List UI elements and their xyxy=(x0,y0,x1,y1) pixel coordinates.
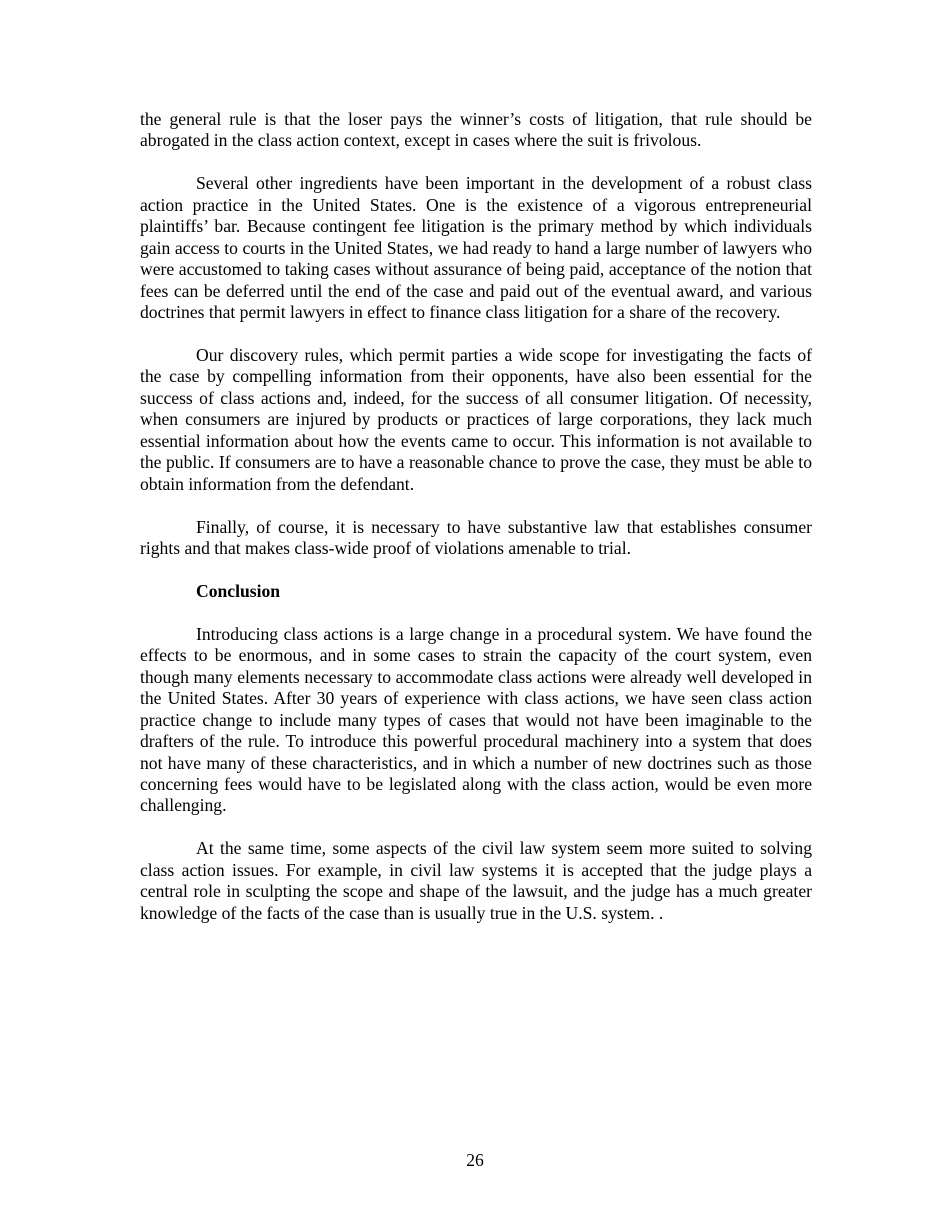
paragraph-discovery-rules: Our discovery rules, which permit parties a wide scope for investigating the facts of the case by compelling information from their opponents, have also been essential for the success of class actions and, indeed, for the success of all consumer litigation. Of necessity, when consumers are injured by products or practices of large corporations, they lack much essential information about how the events came to occur. This information is not available to the public. If consumers are to have a reasonable chance to prove the case, they must be able to obtain information from the defendant. xyxy=(140,344,812,494)
document-page xyxy=(140,109,812,924)
section-heading-conclusion: Conclusion xyxy=(196,580,281,601)
page-number: 26 xyxy=(466,1150,484,1170)
paragraph-continued: the general rule is that the loser pays the winner’s costs of litigation, that rule should be abrogated in the class action context, except in cases where the suit is frivolous. xyxy=(140,109,812,151)
paragraph-civil-law: At the same time, some aspects of the civil law system seem more suited to solving class action issues. For example, in civil law systems it is accepted that the judge plays a central role in sculpting the scope and shape of the lawsuit, and the judge has a much greater knowledge of the facts of the case than is usually true in the U.S. system. . xyxy=(140,838,812,923)
paragraph-substantive-law: Finally, of course, it is necessary to have substantive law that establishes consumer rights and that makes class-wide proof of violations amenable to trial. xyxy=(140,516,812,559)
paragraph-ingredients: Several other ingredients have been important in the development of a robust class action practice in the United States. One is the existence of a vigorous entrepreneurial plaintiffs’ bar. Because contingent fee litigation is the primary method by which individuals gain access to courts in the United States, we had ready to hand a large number of lawyers who were accustomed to taking cases without assurance of being paid, acceptance of the notion that fees can be deferred until the end of the case and paid out of the eventual award, and various doctrines that permit lawyers in effect to finance class litigation for a share of the recovery. xyxy=(140,173,812,323)
paragraph-conclusion-intro: Introducing class actions is a large change in a procedural system. We have found the effects to be enormous, and in some cases to strain the capacity of the court system, even though many elements necessary to accommodate class actions were already well developed in the United States. After 30 years of experience with class actions, we have seen class action practice change to include many types of cases that would not have been imaginable to the drafters of the rule. To introduce this powerful procedural machinery into a system that does not have many of these characteristics, and in which a number of new doctrines such as those concerning fees would have to be legislated along with the class action, would be even more challenging. xyxy=(140,623,812,816)
